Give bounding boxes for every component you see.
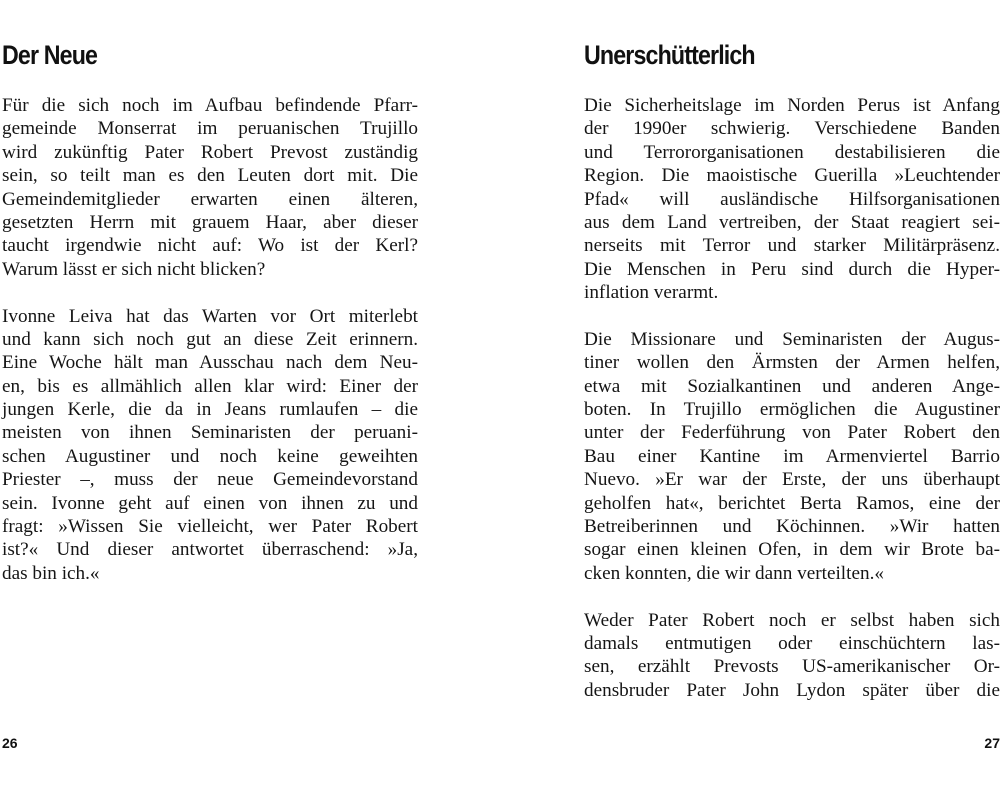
text-line: geholfen hat«, berichtet Berta Ramos, eine der bbox=[584, 492, 1000, 514]
right-paragraph-3 bbox=[584, 609, 1000, 703]
text-line: Warum lässt er sich nicht blicken? bbox=[2, 258, 266, 280]
text-line: und Terrororganisationen destabilisieren die bbox=[584, 141, 1000, 163]
text-line: densbruder Pater John Lydon später über die bbox=[584, 679, 1000, 701]
text-line: Priester –, muss der neue Gemeindevorstand bbox=[2, 469, 418, 491]
text-line: sen, erzählt Prevosts US-amerikanischer Or- bbox=[584, 656, 1000, 678]
left-paragraph-2 bbox=[2, 305, 418, 586]
text-line: Eine Woche hält man Ausschau nach dem Neu- bbox=[2, 352, 418, 374]
text-line: en, bis es allmählich allen klar wird: Einer der bbox=[2, 375, 418, 397]
text-line: nerseits mit Terror und starker Militärpräsenz. bbox=[584, 235, 1000, 257]
text-line: sogar einen kleinen Ofen, in dem wir Brote ba- bbox=[584, 539, 1000, 561]
text-line: gemeinde Monserrat im peruanischen Trujillo bbox=[2, 118, 418, 140]
text-line: etwa mit Sozialkantinen und anderen Ange- bbox=[584, 375, 1000, 397]
right-page bbox=[584, 0, 1000, 800]
right-page-number: 27 bbox=[984, 735, 1000, 751]
text-line: Ivonne Leiva hat das Warten vor Ort miterlebt bbox=[2, 305, 418, 327]
left-page bbox=[2, 0, 418, 800]
text-line: boten. In Trujillo ermöglichen die Augustiner bbox=[584, 399, 1000, 421]
right-page-body bbox=[584, 94, 1000, 726]
text-line: Weder Pater Robert noch er selbst haben sich bbox=[584, 609, 1000, 631]
text-line: inflation verarmt. bbox=[584, 282, 719, 304]
text-line: wird zukünftig Pater Robert Prevost zuständig bbox=[2, 141, 418, 163]
text-line: Die Missionare und Seminaristen der Augus- bbox=[584, 328, 1000, 350]
text-line: schen Augustiner und noch keine geweihten bbox=[2, 445, 418, 467]
text-line: Nuevo. »Er war der Erste, der uns überhaupt bbox=[584, 469, 1000, 491]
text-line: aus dem Land vertreiben, der Staat reagiert sei- bbox=[584, 211, 1000, 233]
left-page-number: 26 bbox=[2, 735, 18, 751]
text-line: gesetzten Herrn mit grauem Haar, aber dieser bbox=[2, 211, 418, 233]
right-page-heading: Unerschütterlich bbox=[584, 40, 755, 70]
text-line: das bin ich.« bbox=[2, 562, 100, 584]
text-line: und kann sich noch gut an diese Zeit erinnern. bbox=[2, 328, 418, 350]
left-page-body bbox=[2, 94, 418, 609]
text-line: Die Sicherheitslage im Norden Perus ist Anfang bbox=[584, 95, 1000, 116]
left-page-heading: Der Neue bbox=[2, 40, 98, 70]
text-line: Die Menschen in Peru sind durch die Hyper- bbox=[584, 258, 1000, 280]
text-line: unter der Federführung von Pater Robert den bbox=[584, 422, 1000, 444]
text-line: meisten von ihnen Seminaristen der peruani- bbox=[2, 422, 418, 444]
text-line: Pfad« will ausländische Hilfsorganisationen bbox=[584, 188, 1000, 210]
text-line: fragt: »Wissen Sie vielleicht, wer Pater Robert bbox=[2, 516, 418, 538]
right-paragraph-1 bbox=[584, 94, 1000, 305]
text-line: sein. Ivonne geht auf einen von ihnen zu und bbox=[2, 492, 418, 514]
text-line: Bau einer Kantine im Armenviertel Barrio bbox=[584, 445, 1000, 467]
text-line: der 1990er schwierig. Verschiedene Banden bbox=[584, 118, 1000, 140]
text-line: jungen Kerle, die da in Jeans rumlaufen – die bbox=[2, 399, 418, 421]
text-line: Für die sich noch im Aufbau befindende Pfarr- bbox=[2, 95, 418, 116]
text-line: Region. Die maoistische Guerilla »Leuchtender bbox=[584, 165, 1000, 187]
right-paragraph-2 bbox=[584, 328, 1000, 585]
text-line: taucht irgendwie nicht auf: Wo ist der Kerl? bbox=[2, 235, 418, 257]
text-line: Gemeindemitglieder erwarten einen älteren, bbox=[2, 188, 418, 210]
text-line: tiner wollen den Ärmsten der Armen helfen, bbox=[584, 352, 1000, 374]
left-paragraph-1 bbox=[2, 94, 418, 281]
text-line: sein, so teilt man es den Leuten dort mit. Die bbox=[2, 165, 418, 187]
text-line: ist?« Und dieser antwortet überraschend: »Ja, bbox=[2, 539, 418, 561]
text-line: damals entmutigen oder einschüchtern las- bbox=[584, 632, 1000, 654]
text-line: cken konnten, die wir dann verteilten.« bbox=[584, 562, 884, 584]
text-line: Betreiberinnen und Köchinnen. »Wir hatten bbox=[584, 516, 1000, 538]
